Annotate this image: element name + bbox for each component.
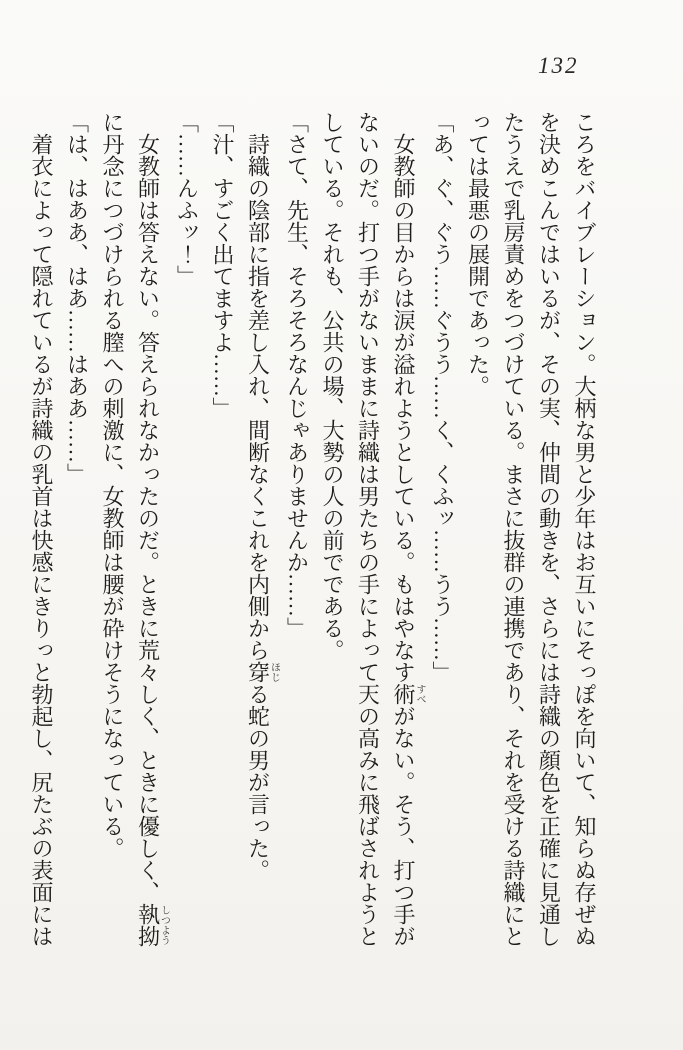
page-number: 132 [538,53,579,78]
paragraph: 「汁、すごく出てますよ……」 [210,111,235,419]
paragraph: 女教師は答えない。答えられなかったのだ。ときに荒々しく、ときに優しく、執拗しつように丹念につづけられる膣への刺激に、女教師は腰が砕けそうになっている。 [100,111,170,947]
ruby-annotated-word: 術すべ [391,683,425,705]
paragraph: 着衣によって隠れているが詩織の乳首は快感にきりっと勃起し、尻たぶの表面には [29,133,54,947]
text-block [24,111,603,956]
paragraph: 「……んふッ！」 [174,111,200,287]
paragraph: 「は、はああ、はあ……はああ……」 [64,111,90,485]
paragraph: 「さて、先生、そろそろなんじゃありませんか……」 [284,111,310,639]
paragraph: 「あ、ぐ、ぐう……ぐうう……く、くふッ……うう……」 [430,111,455,683]
paragraph: 女教師の目からは涙が溢れようとしている。もはやなす術すべがない。そう、打つ手がないのだ。打つ手がないままに詩織は男たちの手によって天の高みに飛ばされようとしている。それも、公共の場、大勢の人の前でである。 [320,111,425,947]
ruby-annotated-word: 穿ほじ [245,661,280,683]
paragraph: ころをバイブレーション。大柄な男と少年はお互いにそっぽを向いて、知らぬ存ぜぬを決めこんではいるが、その実、仲間の動きを、さらには詩織の顔色を正確に見通したうえで乳房責めをつづけている。まさに抜群の連携であり、それを受ける詩織にとっては最悪の展開であった。 [465,111,597,947]
paragraph: 詩織の陰部に指を差し入れ、間断なくこれを内側から穿ほじる蛇の男が言った。 [245,133,280,881]
ruby-annotated-word: 執拗しつよう [135,903,170,947]
